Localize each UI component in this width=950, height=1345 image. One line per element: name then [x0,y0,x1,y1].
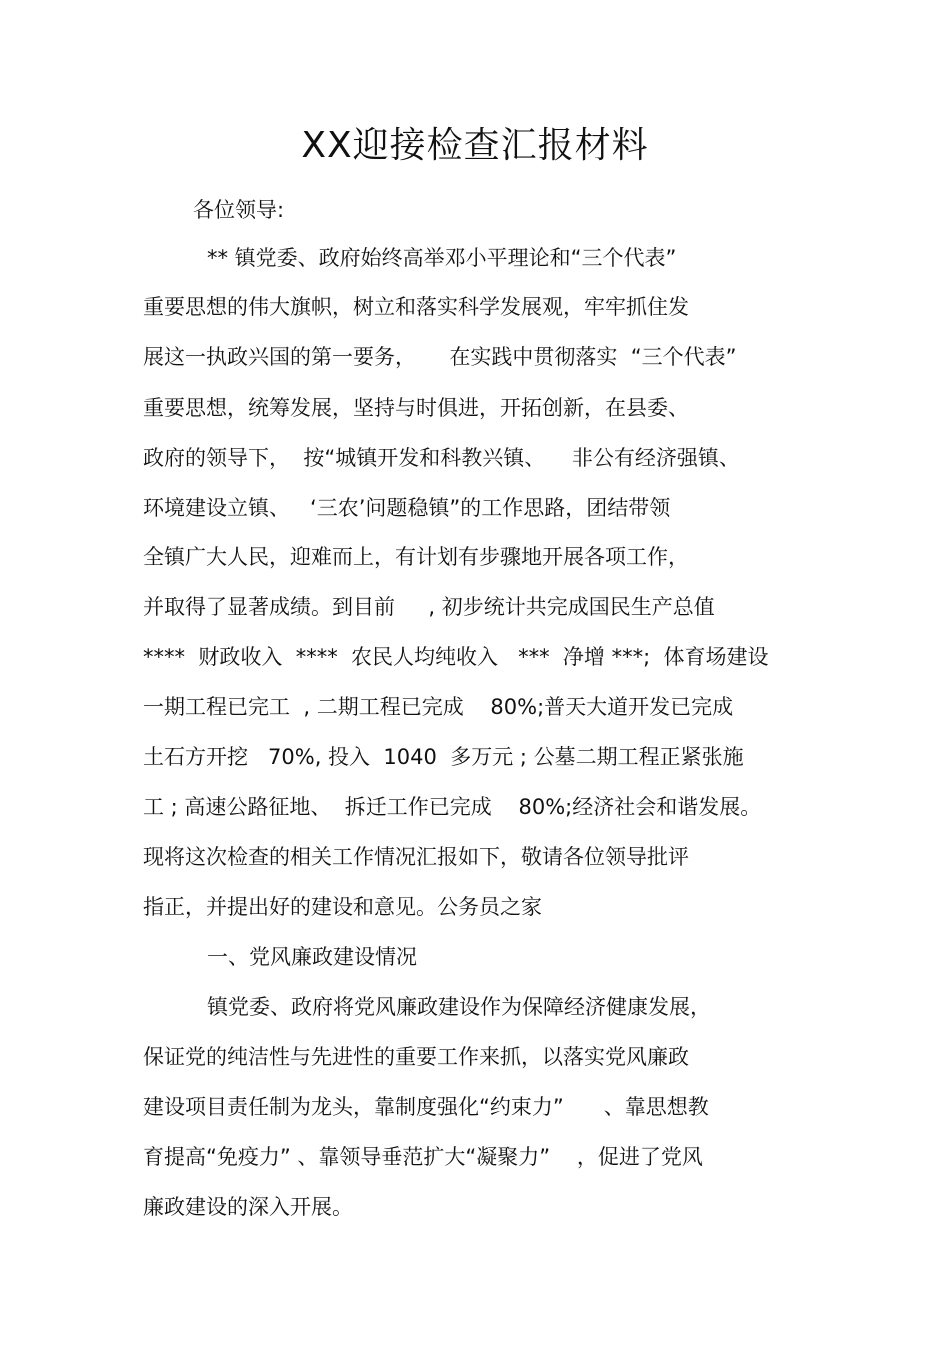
paragraph-line: 现将这次检查的相关工作情况汇报如下，敬请各位领导批评 [143,845,689,869]
paragraph-line: 全镇广大人民，迎难而上，有计划有步骤地开展各项工作， [143,545,689,569]
paragraph-line: ** 镇党委、政府始终高举邓小平理论和“三个代表” [207,246,677,270]
paragraph-line: 土石方开挖 70%, 投入 1040 多万元 ; 公墓二期工程正紧张施 [143,745,744,769]
paragraph-line: 育提高“免疫力” 、靠领导垂范扩大“凝聚力” ，促进了党风 [143,1145,703,1169]
paragraph-line: 环境建设立镇、 ‘三农’问题稳镇”的工作思路，团结带领 [143,496,671,520]
paragraph-line: 展这一执政兴国的第一要务， 在实践中贯彻落实 “三个代表” [143,345,737,369]
paragraph-line: 重要思想，统筹发展，坚持与时俱进，开拓创新，在县委、 [143,396,689,420]
paragraph-line: 镇党委、政府将党风廉政建设作为保障经济健康发展， [207,995,711,1019]
salutation: 各位领导: [193,198,285,222]
paragraph-line: 一期工程已完工 , 二期工程已完成 80%;普天大道开发已完成 [143,695,734,719]
document-title: XX迎接检查汇报材料 [301,125,649,166]
paragraph-line: 指正，并提出好的建设和意见。公务员之家 [143,895,542,919]
paragraph-line: **** 财政收入 **** 农民人均纯收入 *** 净增 ***; 体育场建设 [143,645,769,669]
paragraph-line: 廉政建设的深入开展。 [143,1195,353,1219]
paragraph-line: 并取得了显著成绩。到目前 , 初步统计共完成国民生产总值 [143,595,715,619]
paragraph-line: 保证党的纯洁性与先进性的重要工作来抓，以落实党风廉政 [143,1045,689,1069]
paragraph-line: 建设项目责任制为龙头，靠制度强化“约束力” 、靠思想教 [143,1095,709,1119]
section-heading: 一、党风廉政建设情况 [207,945,417,969]
paragraph-line: 工 ; 高速公路征地、 拆迁工作已完成 80%;经济社会和谐发展。 [143,795,762,819]
paragraph-line: 重要思想的伟大旗帜，树立和落实科学发展观，牢牢抓住发 [143,295,689,319]
paragraph-line: 政府的领导下， 按“城镇开发和科教兴镇、 非公有经济强镇、 [143,446,740,470]
